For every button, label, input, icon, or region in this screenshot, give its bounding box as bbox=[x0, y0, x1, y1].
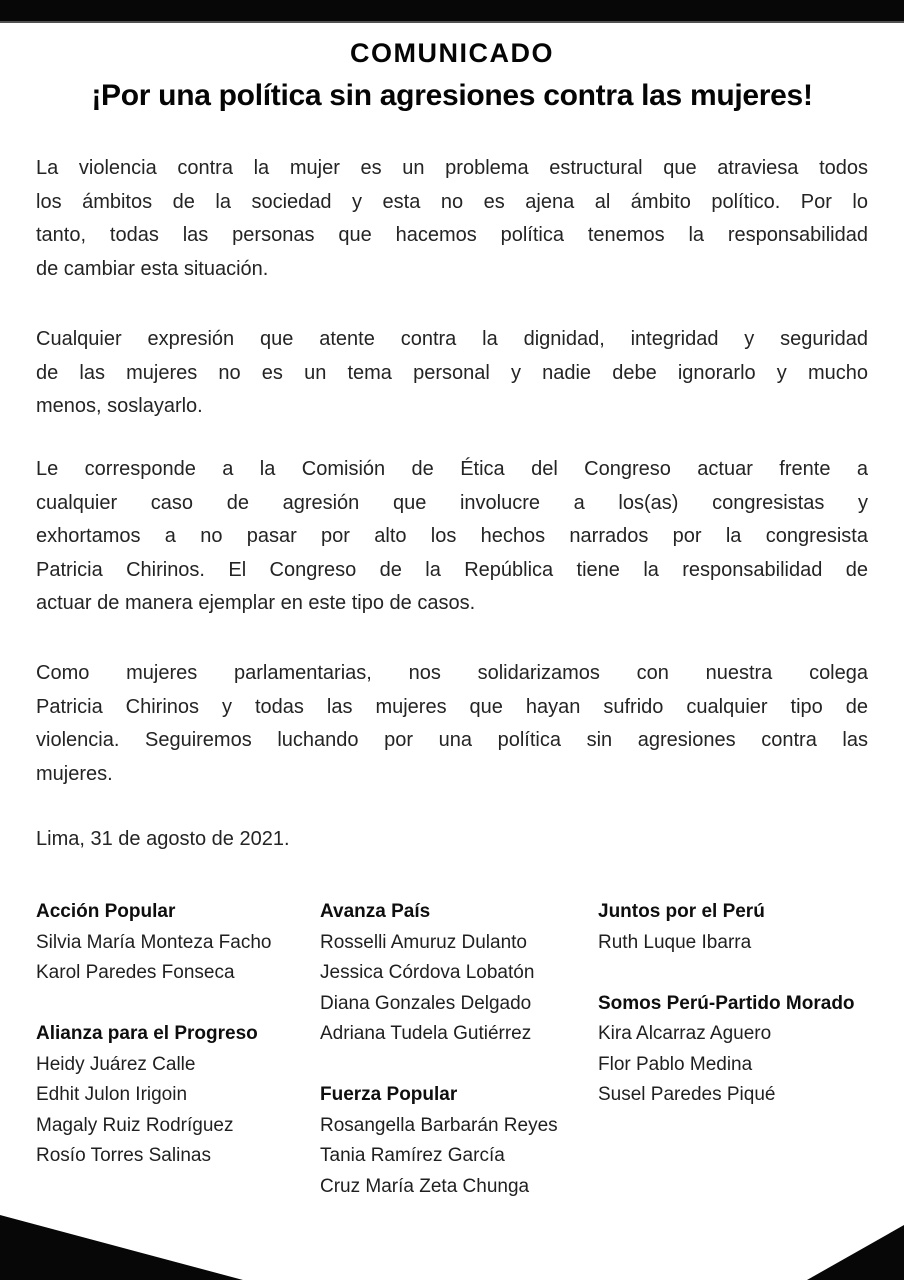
document-title: ¡Por una política sin agresiones contra las mujeres! bbox=[91, 79, 813, 112]
bottom-right-triangle-decoration bbox=[807, 1225, 904, 1280]
member-name: Adriana Tudela Gutiérrez bbox=[320, 1023, 532, 1044]
member-name: Diana Gonzales Delgado bbox=[320, 992, 532, 1014]
paragraph-3 bbox=[36, 453, 868, 621]
signatories-section bbox=[36, 897, 868, 1202]
signatories-column-3 bbox=[598, 897, 868, 1202]
text-line: exhortamos a no pasar por alto los hechos narrados por la congresista bbox=[36, 525, 868, 547]
text-line: actuar de manera ejemplar en este tipo de casos. bbox=[36, 592, 476, 614]
signatories-column-2 bbox=[320, 897, 598, 1202]
member-name: Cruz María Zeta Chunga bbox=[320, 1175, 530, 1197]
party-name: Acción Popular bbox=[36, 901, 176, 922]
member-name: Kira Alcarraz Aguero bbox=[598, 1023, 772, 1044]
text-line: de cambiar esta situación. bbox=[36, 257, 269, 280]
party-name: Juntos por el Perú bbox=[598, 901, 765, 922]
text-line: Como mujeres parlamentarias, nos solidarizamos con nuestra colega bbox=[36, 662, 868, 684]
text-line: de las mujeres no es un tema personal y nadie debe ignorarlo y mucho bbox=[36, 361, 868, 384]
top-black-bar-decoration bbox=[0, 0, 904, 23]
party-name: Somos Perú-Partido Morado bbox=[598, 992, 855, 1014]
member-name: Rosío Torres Salinas bbox=[36, 1145, 211, 1166]
text-line: tanto, todas las personas que hacemos política tenemos la responsabilidad bbox=[36, 224, 868, 246]
member-name: Flor Pablo Medina bbox=[598, 1053, 753, 1075]
text-line: mujeres. bbox=[36, 762, 113, 785]
member-name: Magaly Ruiz Rodríguez bbox=[36, 1114, 234, 1136]
text-line: Patricia Chirinos. El Congreso de la República tiene la responsabilidad de bbox=[36, 558, 868, 581]
text-line: La violencia contra la mujer es un problema estructural que atraviesa todos bbox=[36, 157, 868, 179]
member-name: Edhit Julon Irigoin bbox=[36, 1084, 188, 1105]
member-name: Karol Paredes Fonseca bbox=[36, 962, 235, 983]
text-line: Le corresponde a la Comisión de Ética del Congreso actuar frente a bbox=[36, 458, 868, 480]
text-line: violencia. Seguiremos luchando por una política sin agresiones contra las bbox=[36, 729, 868, 751]
paragraph-1 bbox=[36, 152, 868, 286]
member-name: Ruth Luque Ibarra bbox=[598, 931, 752, 953]
text-line: los ámbitos de la sociedad y esta no es ajena al ámbito político. Por lo bbox=[36, 190, 868, 213]
text-line: cualquier caso de agresión que involucre a los(as) congresistas y bbox=[36, 491, 868, 514]
text-line: Patricia Chirinos y todas las mujeres que hayan sufrido cualquier tipo de bbox=[36, 695, 868, 718]
member-name: Heidy Juárez Calle bbox=[36, 1053, 196, 1075]
text-line: menos, soslayarlo. bbox=[36, 395, 203, 417]
document-kicker: COMUNICADO bbox=[350, 38, 554, 68]
party-name: Alianza para el Progreso bbox=[36, 1023, 258, 1044]
member-name: Silvia María Monteza Facho bbox=[36, 931, 272, 953]
text-line: Cualquier expresión que atente contra la dignidad, integridad y seguridad bbox=[36, 328, 868, 350]
paragraph-4 bbox=[36, 657, 868, 791]
member-name: Tania Ramírez García bbox=[320, 1145, 505, 1166]
signatories-column-1 bbox=[36, 897, 320, 1202]
member-name: Rosangella Barbarán Reyes bbox=[320, 1114, 558, 1136]
member-name: Susel Paredes Piqué bbox=[598, 1084, 776, 1105]
paragraph-2 bbox=[36, 323, 868, 424]
date-line: Lima, 31 de agosto de 2021. bbox=[36, 828, 290, 850]
member-name: Jessica Córdova Lobatón bbox=[320, 962, 535, 983]
member-name: Rosselli Amuruz Dulanto bbox=[320, 931, 527, 953]
party-name: Avanza País bbox=[320, 901, 431, 922]
bottom-left-triangle-decoration bbox=[0, 1215, 243, 1280]
party-name: Fuerza Popular bbox=[320, 1084, 458, 1105]
